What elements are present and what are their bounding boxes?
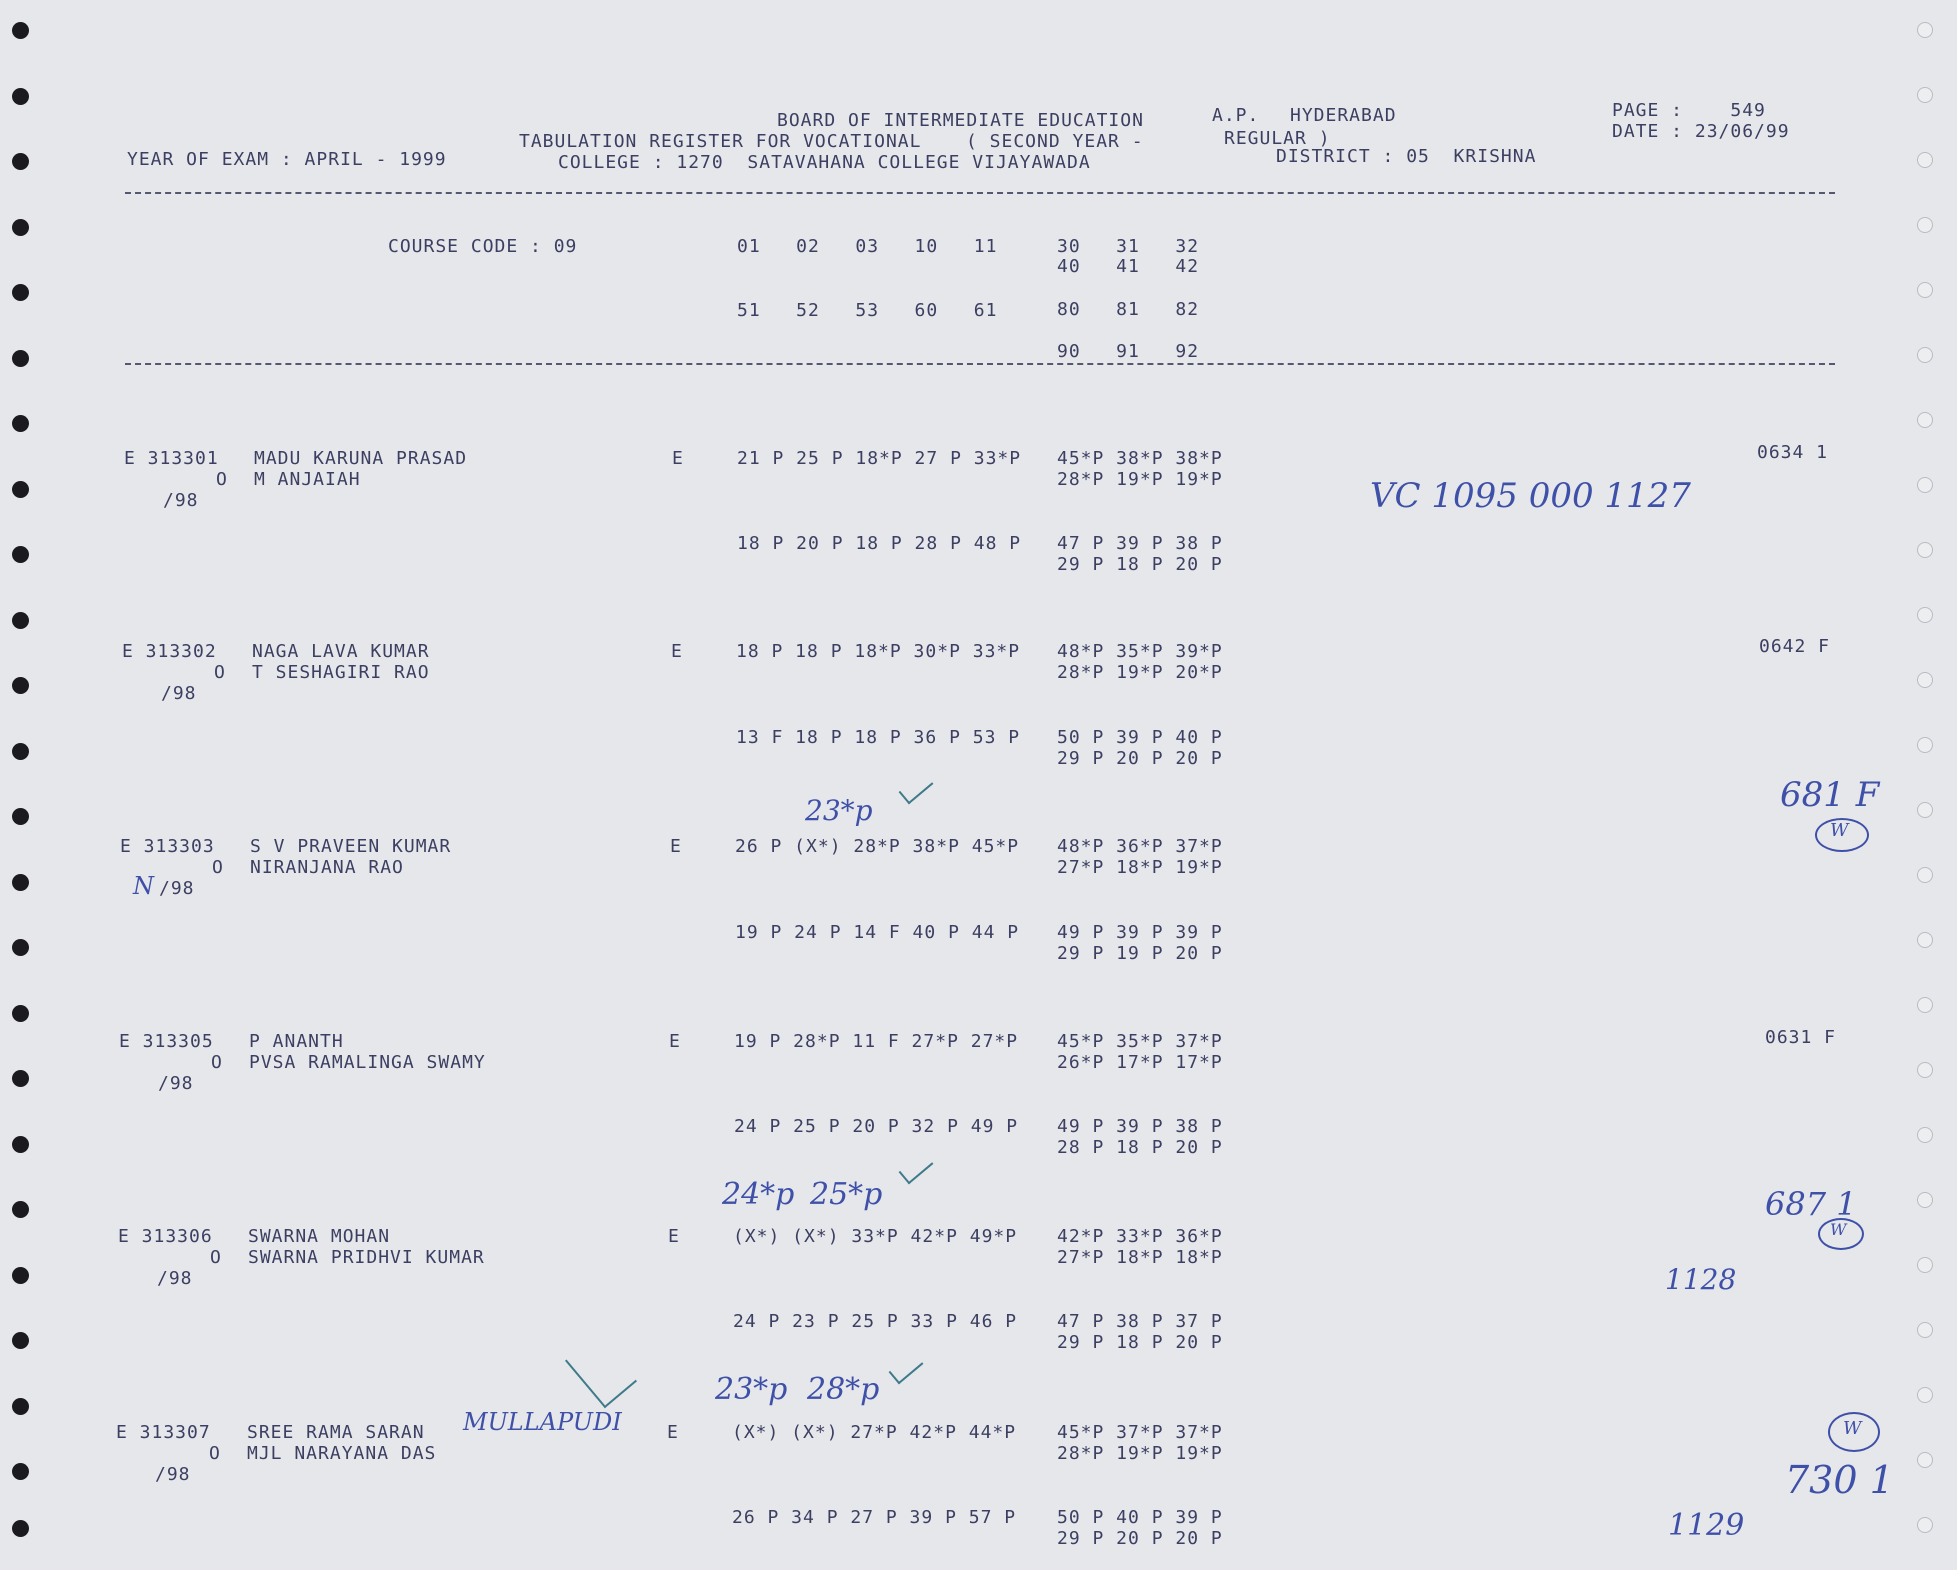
- marks-year1c: 26*P 17*P 17*P: [1057, 1052, 1223, 1073]
- marks-year2: 18 P 20 P 18 P 28 P 48 P: [737, 533, 1022, 554]
- page-number: PAGE : 549: [1612, 100, 1766, 121]
- subject-codes-row1c: 40 41 42: [1057, 256, 1200, 277]
- category-code: O: [210, 1247, 222, 1268]
- marks-year2c: 29 P 19 P 20 P: [1057, 943, 1223, 964]
- handwritten-w: W: [1843, 1418, 1862, 1439]
- student-name: P ANANTH: [249, 1031, 344, 1052]
- batch: /98: [161, 683, 197, 704]
- marks-year1b: 45*P 37*P 37*P: [1057, 1422, 1223, 1443]
- divider-bottom: [125, 363, 1835, 365]
- city-label: HYDERABAD: [1290, 105, 1397, 126]
- year-paren: ( SECOND YEAR -: [966, 131, 1144, 152]
- marks-year1b: 45*P 38*P 38*P: [1057, 448, 1223, 469]
- batch: /98: [157, 1268, 193, 1289]
- college-label: COLLEGE : 1270 SATAVAHANA COLLEGE VIJAYAWADA: [558, 152, 1091, 173]
- marks-year2b: 50 P 39 P 40 P: [1057, 727, 1223, 748]
- roll-number: E 313307: [116, 1422, 211, 1443]
- student-name: NAGA LAVA KUMAR: [252, 641, 430, 662]
- total-result: 0631 F: [1765, 1027, 1837, 1048]
- marks-year2b: 47 P 39 P 38 P: [1057, 533, 1223, 554]
- handwritten-surname: MULLAPUDI: [463, 1408, 622, 1436]
- marks-year1c: 27*P 18*P 19*P: [1057, 857, 1223, 878]
- check-mark-icon: [565, 1334, 637, 1408]
- handwritten-w: W: [1830, 1220, 1847, 1239]
- subject-codes-row2b: 80 81 82: [1057, 299, 1200, 320]
- marks-year1c: 28*P 19*P 20*P: [1057, 662, 1223, 683]
- medium: E: [667, 1422, 679, 1443]
- roll-number: E 313305: [119, 1031, 214, 1052]
- parent-name: SWARNA PRIDHVI KUMAR: [248, 1247, 485, 1268]
- roll-number: E 313302: [122, 641, 217, 662]
- marks-year1b: 48*P 36*P 37*P: [1057, 836, 1223, 857]
- handwritten-total: 730 1: [1785, 1458, 1894, 1502]
- parent-name: MJL NARAYANA DAS: [247, 1443, 437, 1464]
- marks-year2c: 29 P 20 P 20 P: [1057, 1528, 1223, 1549]
- roll-number: E 313303: [120, 836, 215, 857]
- medium: E: [672, 448, 684, 469]
- roll-number: E 313306: [118, 1226, 213, 1247]
- subject-codes-row1b: 30 31 32: [1057, 236, 1200, 257]
- marks-year2c: 29 P 20 P 20 P: [1057, 748, 1223, 769]
- marks-year2: 26 P 34 P 27 P 39 P 57 P: [732, 1507, 1017, 1528]
- marks-year1: (X*) (X*) 33*P 42*P 49*P: [733, 1226, 1018, 1247]
- marks-year1: (X*) (X*) 27*P 42*P 44*P: [732, 1422, 1017, 1443]
- handwritten-mark: 24*p: [722, 1177, 795, 1212]
- handwritten-mark: 23*p: [805, 794, 873, 827]
- check-mark-icon: [889, 1352, 924, 1385]
- parent-name: NIRANJANA RAO: [250, 857, 404, 878]
- subject-codes-row2: 51 52 53 60 61: [737, 300, 998, 321]
- marks-year1: 21 P 25 P 18*P 27 P 33*P: [737, 448, 1022, 469]
- category-code: O: [214, 662, 226, 683]
- marks-year2: 13 F 18 P 18 P 36 P 53 P: [736, 727, 1021, 748]
- batch: /98: [159, 878, 195, 899]
- handwritten-w: W: [1830, 820, 1849, 841]
- medium: E: [668, 1226, 680, 1247]
- marks-year1c: 28*P 19*P 19*P: [1057, 469, 1223, 490]
- roll-number: E 313301: [124, 448, 219, 469]
- handwritten-mark: 23*p: [715, 1372, 788, 1407]
- handwritten-prefix: N: [133, 872, 154, 900]
- marks-year1: 19 P 28*P 11 F 27*P 27*P: [734, 1031, 1019, 1052]
- category-code: O: [209, 1443, 221, 1464]
- batch: /98: [158, 1073, 194, 1094]
- handwritten-total: 687 1: [1765, 1185, 1857, 1223]
- total-result: 0642 F: [1759, 636, 1831, 657]
- subject-codes-row2c: 90 91 92: [1057, 341, 1200, 362]
- marks-year2b: 47 P 38 P 37 P: [1057, 1311, 1223, 1332]
- category-code: O: [211, 1052, 223, 1073]
- marks-year1c: 27*P 18*P 18*P: [1057, 1247, 1223, 1268]
- check-mark-icon: [899, 1152, 934, 1185]
- handwritten-vc-number: VC 1095 000 1127: [1370, 476, 1691, 516]
- state-label: A.P.: [1212, 105, 1260, 126]
- parent-name: M ANJAIAH: [254, 469, 361, 490]
- tractor-feed-holes-right: [1917, 0, 1957, 1570]
- course-code: COURSE CODE : 09: [388, 236, 578, 257]
- check-mark-icon: [899, 772, 934, 805]
- handwritten-mark: 25*p: [810, 1177, 883, 1212]
- subject-codes-row1: 01 02 03 10 11: [737, 236, 998, 257]
- print-date: DATE : 23/06/99: [1612, 121, 1790, 142]
- handwritten-number: 1129: [1668, 1508, 1745, 1543]
- medium: E: [671, 641, 683, 662]
- marks-year2: 24 P 25 P 20 P 32 P 49 P: [734, 1116, 1019, 1137]
- parent-name: T SESHAGIRI RAO: [252, 662, 430, 683]
- marks-year2: 24 P 23 P 25 P 33 P 46 P: [733, 1311, 1018, 1332]
- marks-year1b: 42*P 33*P 36*P: [1057, 1226, 1223, 1247]
- marks-year1: 18 P 18 P 18*P 30*P 33*P: [736, 641, 1021, 662]
- marks-year2c: 29 P 18 P 20 P: [1057, 554, 1223, 575]
- medium: E: [669, 1031, 681, 1052]
- parent-name: PVSA RAMALINGA SWAMY: [249, 1052, 486, 1073]
- medium: E: [670, 836, 682, 857]
- register-title: TABULATION REGISTER FOR VOCATIONAL: [519, 131, 922, 152]
- marks-year1: 26 P (X*) 28*P 38*P 45*P: [735, 836, 1020, 857]
- student-name: SWARNA MOHAN: [248, 1226, 391, 1247]
- regular-label: REGULAR ): [1224, 128, 1331, 149]
- marks-year2c: 29 P 18 P 20 P: [1057, 1332, 1223, 1353]
- marks-year2c: 28 P 18 P 20 P: [1057, 1137, 1223, 1158]
- student-name: MADU KARUNA PRASAD: [254, 448, 468, 469]
- handwritten-mark: 28*p: [807, 1372, 880, 1407]
- student-name: SREE RAMA SARAN: [247, 1422, 425, 1443]
- marks-year2: 19 P 24 P 14 F 40 P 44 P: [735, 922, 1020, 943]
- batch: /98: [155, 1464, 191, 1485]
- batch: /98: [163, 490, 199, 511]
- marks-year1b: 48*P 35*P 39*P: [1057, 641, 1223, 662]
- marks-year2b: 49 P 39 P 38 P: [1057, 1116, 1223, 1137]
- handwritten-total: 681 F: [1780, 775, 1880, 815]
- marks-year2b: 49 P 39 P 39 P: [1057, 922, 1223, 943]
- divider-top: [125, 192, 1835, 194]
- year-of-exam: YEAR OF EXAM : APRIL - 1999: [127, 149, 447, 170]
- category-code: O: [212, 857, 224, 878]
- marks-year2b: 50 P 40 P 39 P: [1057, 1507, 1223, 1528]
- board-title: BOARD OF INTERMEDIATE EDUCATION: [777, 110, 1144, 131]
- student-name: S V PRAVEEN KUMAR: [250, 836, 452, 857]
- marks-year1c: 28*P 19*P 19*P: [1057, 1443, 1223, 1464]
- district-label: DISTRICT : 05 KRISHNA: [1276, 146, 1537, 167]
- total-result: 0634 1: [1757, 442, 1829, 463]
- handwritten-number: 1128: [1665, 1263, 1737, 1296]
- marks-year1b: 45*P 35*P 37*P: [1057, 1031, 1223, 1052]
- category-code: O: [216, 469, 228, 490]
- tractor-feed-holes-left: [12, 0, 42, 1570]
